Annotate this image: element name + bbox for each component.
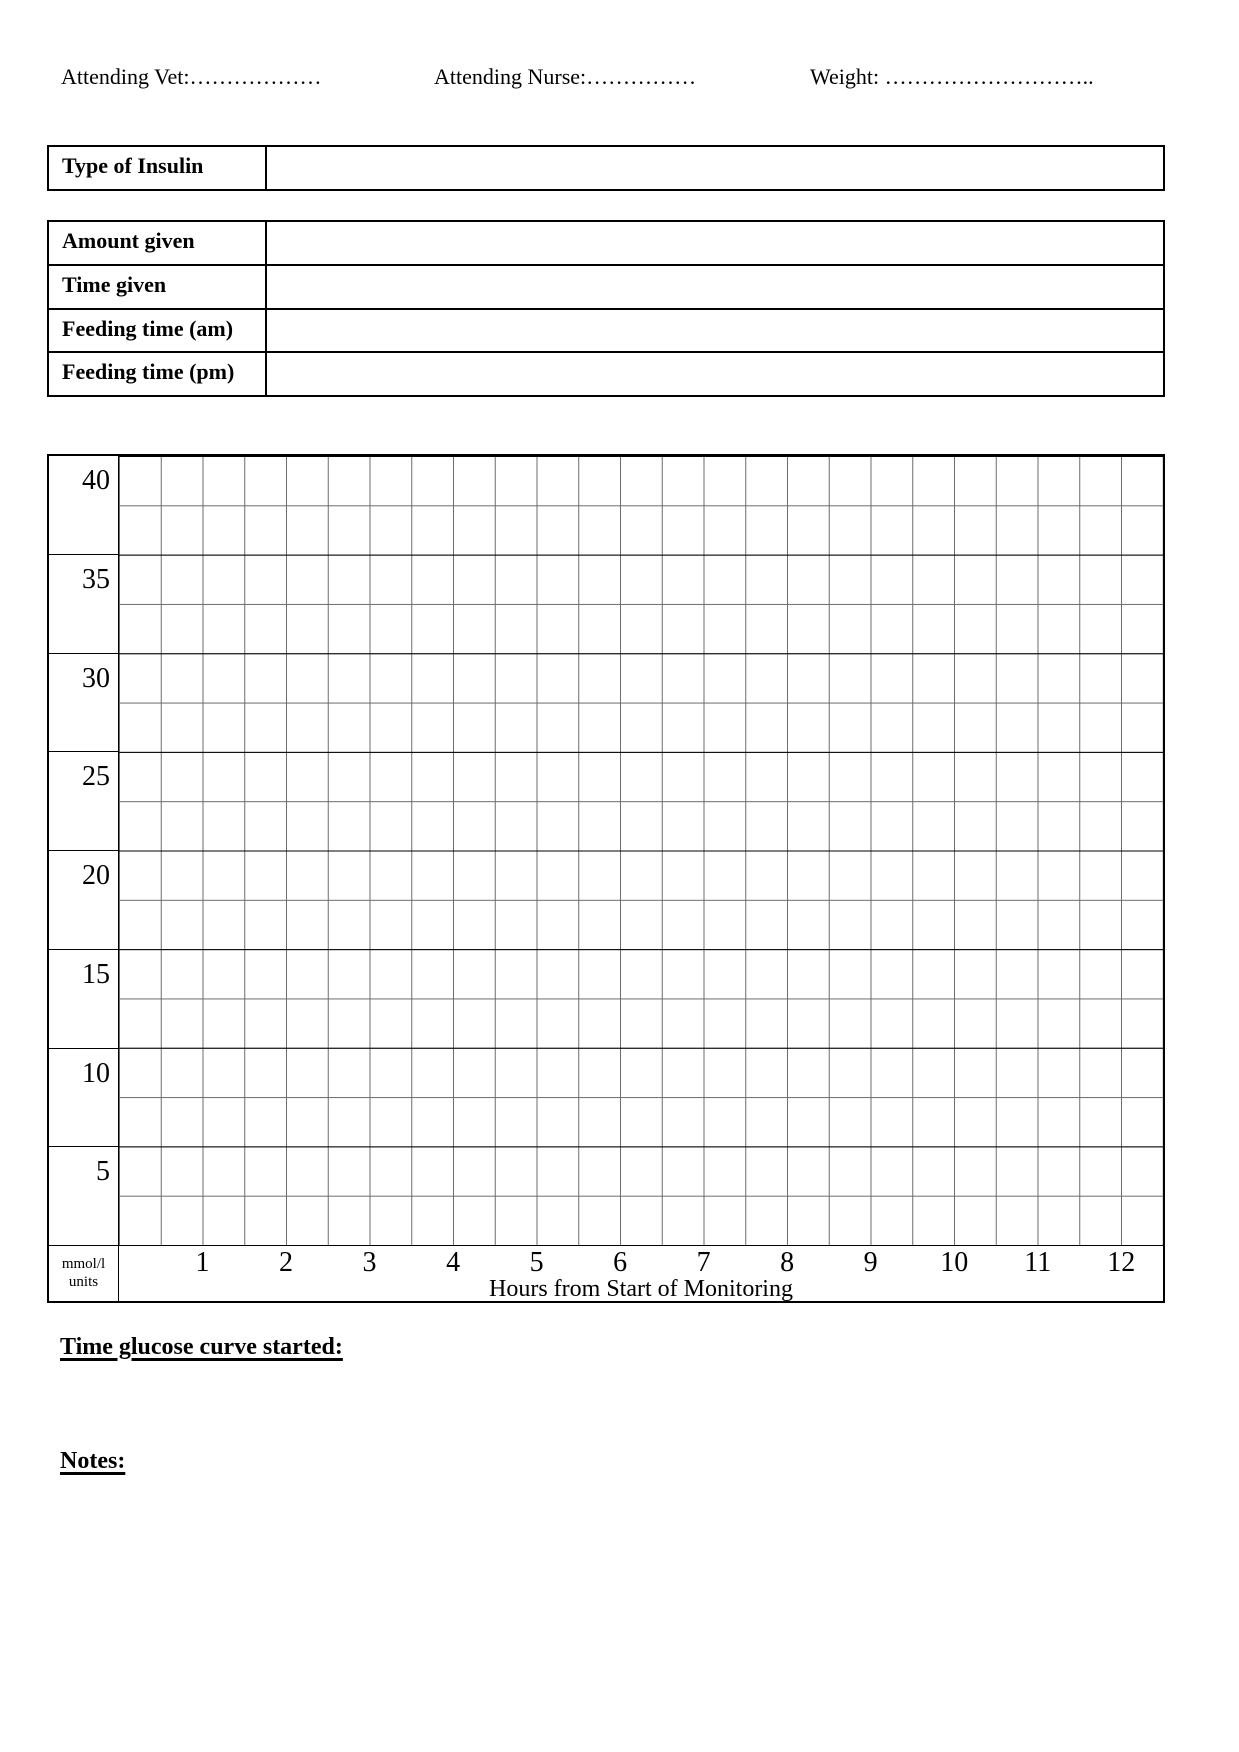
dosing-row-label: Feeding time (pm) bbox=[49, 353, 267, 395]
y-axis-unit-label bbox=[49, 1246, 119, 1301]
y-axis-label-30: 30 bbox=[49, 654, 118, 753]
attending-vet-field[interactable]: Attending Vet:……………… bbox=[61, 64, 322, 89]
x-axis-tick-10: 10 bbox=[940, 1247, 969, 1278]
y-axis-label-40: 40 bbox=[49, 456, 118, 555]
x-axis-tick-8: 8 bbox=[780, 1247, 795, 1278]
table-row bbox=[49, 353, 1163, 395]
table-row bbox=[49, 310, 1163, 354]
x-axis-tick-6: 6 bbox=[613, 1247, 628, 1278]
dosing-value-cell[interactable] bbox=[267, 266, 1163, 308]
x-axis-tick-4: 4 bbox=[446, 1247, 461, 1278]
notes-label: Notes: bbox=[60, 1448, 126, 1474]
attending-nurse-field[interactable]: Attending Nurse:…………… bbox=[434, 64, 697, 89]
y-axis-label-10: 10 bbox=[49, 1049, 118, 1148]
x-axis-tick-2: 2 bbox=[279, 1247, 294, 1278]
weight-field[interactable]: Weight: ……………………….. bbox=[810, 64, 1094, 89]
x-axis-tick-11: 11 bbox=[1024, 1247, 1052, 1278]
dosing-value-cell[interactable] bbox=[267, 310, 1163, 352]
insulin-type-table bbox=[47, 145, 1165, 191]
dosing-row-label: Time given bbox=[49, 266, 267, 308]
table-row bbox=[49, 222, 1163, 266]
table-row bbox=[49, 266, 1163, 310]
x-axis-tick-5: 5 bbox=[529, 1247, 544, 1278]
y-axis-unit-line2: units bbox=[68, 1273, 99, 1290]
y-axis-unit-line1: mmol/l bbox=[61, 1256, 106, 1273]
x-axis-tick-1: 1 bbox=[195, 1247, 210, 1278]
x-axis-tick-3: 3 bbox=[362, 1247, 377, 1278]
x-axis-tick-12: 12 bbox=[1107, 1247, 1136, 1278]
x-axis-title: Hours from Start of Monitoring bbox=[489, 1276, 793, 1302]
x-axis-row bbox=[49, 1245, 1163, 1301]
insulin-type-value-cell[interactable] bbox=[267, 147, 1163, 189]
chart-main-area bbox=[49, 456, 1163, 1245]
dosing-table bbox=[47, 220, 1165, 397]
x-axis-tick-9: 9 bbox=[863, 1247, 878, 1278]
x-axis-tick-7: 7 bbox=[696, 1247, 711, 1278]
y-axis-label-25: 25 bbox=[49, 752, 118, 851]
dosing-row-label: Feeding time (am) bbox=[49, 310, 267, 352]
y-axis-labels bbox=[49, 456, 119, 1245]
dosing-value-cell[interactable] bbox=[267, 222, 1163, 264]
dosing-value-cell[interactable] bbox=[267, 353, 1163, 395]
y-axis-label-15: 15 bbox=[49, 950, 118, 1049]
glucose-chart bbox=[47, 454, 1165, 1303]
dosing-row-label: Amount given bbox=[49, 222, 267, 264]
y-axis-label-20: 20 bbox=[49, 851, 118, 950]
time-started-label: Time glucose curve started: bbox=[60, 1334, 343, 1360]
insulin-type-label: Type of Insulin bbox=[49, 147, 267, 189]
table-row bbox=[49, 147, 1163, 189]
y-axis-label-35: 35 bbox=[49, 555, 118, 654]
chart-grid-area[interactable] bbox=[119, 456, 1163, 1245]
y-axis-label-5: 5 bbox=[96, 1156, 110, 1188]
